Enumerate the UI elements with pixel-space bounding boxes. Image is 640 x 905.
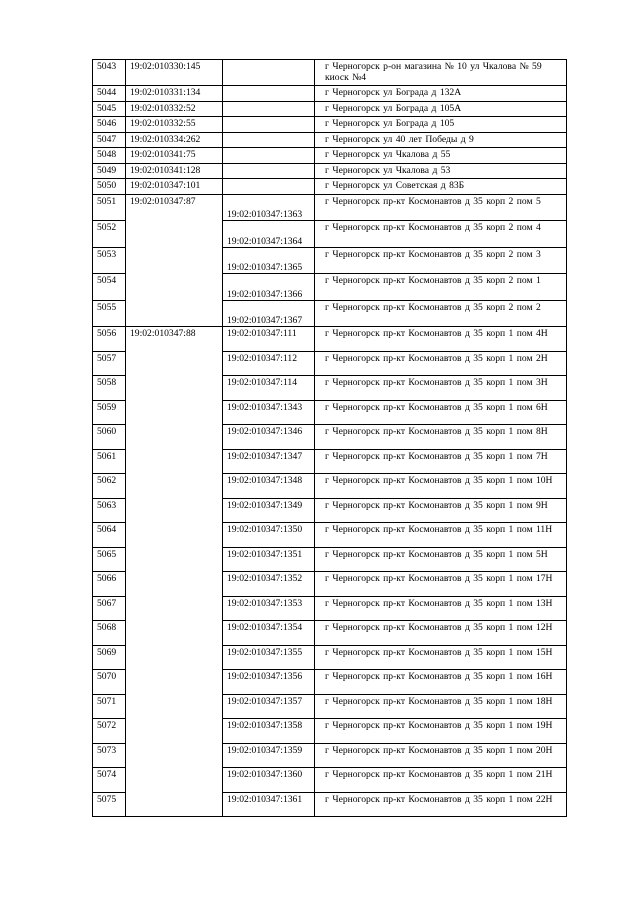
address: г Черногорск пр-кт Космонавтов д 35 корп 2 пом 5 bbox=[315, 194, 567, 221]
object-cadastral-number: 19:02:010347:1359 bbox=[223, 743, 315, 768]
row-number: 5050 bbox=[93, 179, 126, 195]
object-cadastral-number: 19:02:010347:1361 bbox=[223, 792, 315, 817]
row-number: 5044 bbox=[93, 86, 126, 102]
row-number: 5071 bbox=[93, 694, 126, 719]
row-number: 5058 bbox=[93, 376, 126, 401]
row-number: 5043 bbox=[93, 60, 126, 86]
parcel-cadastral-number: 19:02:010330:145 bbox=[126, 60, 223, 86]
object-cadastral-number: 19:02:010347:1350 bbox=[223, 523, 315, 548]
row-number: 5056 bbox=[93, 327, 126, 352]
address: г Черногорск пр-кт Космонавтов д 35 корп 1 пом 11Н bbox=[315, 523, 567, 548]
address: г Черногорск пр-кт Космонавтов д 35 корп 1 пом 12Н bbox=[315, 621, 567, 646]
address: г Черногорск пр-кт Космонавтов д 35 корп 2 пом 3 bbox=[315, 247, 567, 274]
row-number: 5045 bbox=[93, 101, 126, 117]
row-number: 5068 bbox=[93, 621, 126, 646]
object-cadastral-number bbox=[223, 132, 315, 148]
object-cadastral-number: 19:02:010347:1348 bbox=[223, 474, 315, 499]
object-cadastral-number: 19:02:010347:1358 bbox=[223, 719, 315, 744]
table-row bbox=[93, 327, 567, 352]
row-number: 5051 bbox=[93, 194, 126, 221]
object-cadastral-number: 19:02:010347:1364 bbox=[223, 221, 315, 248]
object-cadastral-number: 19:02:010347:1343 bbox=[223, 400, 315, 425]
row-number: 5062 bbox=[93, 474, 126, 499]
address: г Черногорск пр-кт Космонавтов д 35 корп 1 пом 5Н bbox=[315, 547, 567, 572]
row-number: 5067 bbox=[93, 596, 126, 621]
object-cadastral-number: 19:02:010347:1351 bbox=[223, 547, 315, 572]
row-number: 5060 bbox=[93, 425, 126, 450]
address: г Черногорск пр-кт Космонавтов д 35 корп 1 пом 6Н bbox=[315, 400, 567, 425]
address: г Черногорск ул 40 лет Победы д 9 bbox=[315, 132, 567, 148]
address: г Черногорск пр-кт Космонавтов д 35 корп 1 пом 10Н bbox=[315, 474, 567, 499]
object-cadastral-number bbox=[223, 163, 315, 179]
row-number: 5048 bbox=[93, 148, 126, 164]
parcel-cadastral-number: 19:02:010332:55 bbox=[126, 117, 223, 133]
parcel-cadastral-number: 19:02:010347:87 bbox=[126, 194, 223, 327]
parcel-cadastral-number: 19:02:010347:101 bbox=[126, 179, 223, 195]
address: г Черногорск пр-кт Космонавтов д 35 корп 1 пом 16Н bbox=[315, 670, 567, 695]
object-cadastral-number: 19:02:010347:1363 bbox=[223, 194, 315, 221]
row-number: 5070 bbox=[93, 670, 126, 695]
address: г Черногорск ул Бограда д 105А bbox=[315, 101, 567, 117]
address: г Черногорск пр-кт Космонавтов д 35 корп 2 пом 1 bbox=[315, 274, 567, 301]
table-row bbox=[93, 148, 567, 164]
object-cadastral-number bbox=[223, 179, 315, 195]
table-row bbox=[93, 194, 567, 221]
row-number: 5069 bbox=[93, 645, 126, 670]
object-cadastral-number: 19:02:010347:114 bbox=[223, 376, 315, 401]
parcel-cadastral-number: 19:02:010331:134 bbox=[126, 86, 223, 102]
table-row bbox=[93, 101, 567, 117]
row-number: 5046 bbox=[93, 117, 126, 133]
address: г Черногорск ул Бограда д 132А bbox=[315, 86, 567, 102]
row-number: 5061 bbox=[93, 449, 126, 474]
row-number: 5057 bbox=[93, 351, 126, 376]
address: г Черногорск пр-кт Космонавтов д 35 корп 1 пом 22Н bbox=[315, 792, 567, 817]
row-number: 5059 bbox=[93, 400, 126, 425]
object-cadastral-number: 19:02:010347:1356 bbox=[223, 670, 315, 695]
parcel-cadastral-number: 19:02:010341:75 bbox=[126, 148, 223, 164]
object-cadastral-number: 19:02:010347:1349 bbox=[223, 498, 315, 523]
address: г Черногорск пр-кт Космонавтов д 35 корп 1 пом 3Н bbox=[315, 376, 567, 401]
parcel-cadastral-number: 19:02:010341:128 bbox=[126, 163, 223, 179]
address: г Черногорск пр-кт Космонавтов д 35 корп 1 пом 18Н bbox=[315, 694, 567, 719]
address: г Черногорск пр-кт Космонавтов д 35 корп 1 пом 19Н bbox=[315, 719, 567, 744]
address: г Черногорск пр-кт Космонавтов д 35 корп 1 пом 17Н bbox=[315, 572, 567, 597]
row-number: 5073 bbox=[93, 743, 126, 768]
row-number: 5064 bbox=[93, 523, 126, 548]
object-cadastral-number bbox=[223, 60, 315, 86]
row-number: 5065 bbox=[93, 547, 126, 572]
row-number: 5054 bbox=[93, 274, 126, 301]
object-cadastral-number: 19:02:010347:1353 bbox=[223, 596, 315, 621]
object-cadastral-number: 19:02:010347:1360 bbox=[223, 768, 315, 793]
address: г Черногорск пр-кт Космонавтов д 35 корп 1 пом 9Н bbox=[315, 498, 567, 523]
parcel-cadastral-number: 19:02:010334:262 bbox=[126, 132, 223, 148]
row-number: 5047 bbox=[93, 132, 126, 148]
address: г Черногорск ул Чкалова д 53 bbox=[315, 163, 567, 179]
table-row bbox=[93, 117, 567, 133]
address: г Черногорск пр-кт Космонавтов д 35 корп 1 пом 13Н bbox=[315, 596, 567, 621]
address: г Черногорск ул Бограда д 105 bbox=[315, 117, 567, 133]
object-cadastral-number: 19:02:010347:1346 bbox=[223, 425, 315, 450]
table-row bbox=[93, 132, 567, 148]
object-cadastral-number: 19:02:010347:1355 bbox=[223, 645, 315, 670]
object-cadastral-number: 19:02:010347:1347 bbox=[223, 449, 315, 474]
address: г Черногорск пр-кт Космонавтов д 35 корп 1 пом 15Н bbox=[315, 645, 567, 670]
object-cadastral-number bbox=[223, 101, 315, 117]
address: г Черногорск пр-кт Космонавтов д 35 корп 1 пом 20Н bbox=[315, 743, 567, 768]
address: г Черногорск р-он магазина № 10 ул Чкалова № 59 киоск №4 bbox=[315, 60, 567, 86]
address: г Черногорск пр-кт Космонавтов д 35 корп 2 пом 2 bbox=[315, 300, 567, 327]
table-row bbox=[93, 179, 567, 195]
object-cadastral-number: 19:02:010347:1357 bbox=[223, 694, 315, 719]
parcel-cadastral-number: 19:02:010347:88 bbox=[126, 327, 223, 817]
address: г Черногорск пр-кт Космонавтов д 35 корп 1 пом 21Н bbox=[315, 768, 567, 793]
object-cadastral-number: 19:02:010347:1367 bbox=[223, 300, 315, 327]
object-cadastral-number: 19:02:010347:1352 bbox=[223, 572, 315, 597]
row-number: 5049 bbox=[93, 163, 126, 179]
address: г Черногорск пр-кт Космонавтов д 35 корп 1 пом 7Н bbox=[315, 449, 567, 474]
row-number: 5075 bbox=[93, 792, 126, 817]
object-cadastral-number: 19:02:010347:112 bbox=[223, 351, 315, 376]
row-number: 5074 bbox=[93, 768, 126, 793]
row-number: 5052 bbox=[93, 221, 126, 248]
object-cadastral-number: 19:02:010347:1365 bbox=[223, 247, 315, 274]
registry-table bbox=[92, 59, 567, 817]
address: г Черногорск ул Чкалова д 55 bbox=[315, 148, 567, 164]
table-row bbox=[93, 60, 567, 86]
object-cadastral-number: 19:02:010347:111 bbox=[223, 327, 315, 352]
address: г Черногорск пр-кт Космонавтов д 35 корп 1 пом 4Н bbox=[315, 327, 567, 352]
row-number: 5072 bbox=[93, 719, 126, 744]
row-number: 5063 bbox=[93, 498, 126, 523]
object-cadastral-number bbox=[223, 117, 315, 133]
table-row bbox=[93, 86, 567, 102]
address: г Черногорск пр-кт Космонавтов д 35 корп 1 пом 2Н bbox=[315, 351, 567, 376]
row-number: 5066 bbox=[93, 572, 126, 597]
row-number: 5055 bbox=[93, 300, 126, 327]
address: г Черногорск пр-кт Космонавтов д 35 корп 2 пом 4 bbox=[315, 221, 567, 248]
object-cadastral-number: 19:02:010347:1366 bbox=[223, 274, 315, 301]
object-cadastral-number: 19:02:010347:1354 bbox=[223, 621, 315, 646]
parcel-cadastral-number: 19:02:010332:52 bbox=[126, 101, 223, 117]
row-number: 5053 bbox=[93, 247, 126, 274]
object-cadastral-number bbox=[223, 86, 315, 102]
object-cadastral-number bbox=[223, 148, 315, 164]
table-row bbox=[93, 163, 567, 179]
address: г Черногорск пр-кт Космонавтов д 35 корп 1 пом 8Н bbox=[315, 425, 567, 450]
address: г Черногорск ул Советская д 83Б bbox=[315, 179, 567, 195]
